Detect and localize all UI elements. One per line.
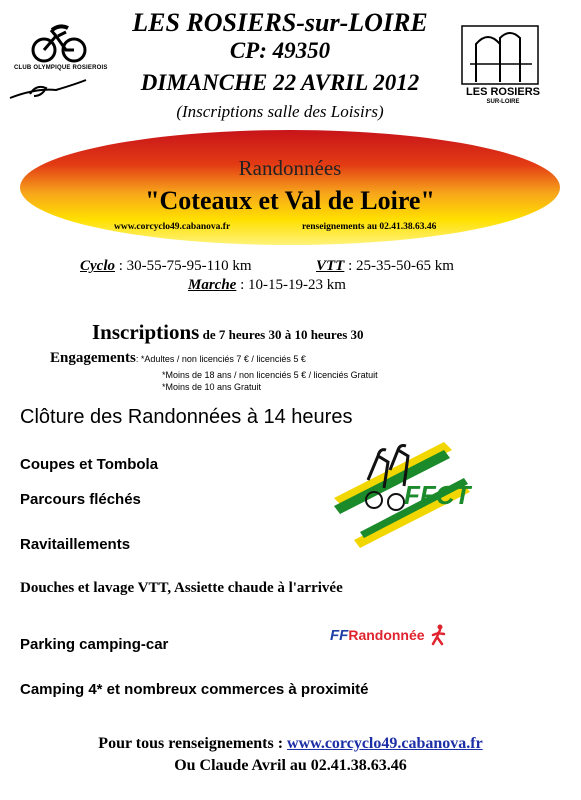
marche-label: Marche <box>188 277 237 293</box>
inscriptions-hours: de 7 heures 30 à 10 heures 30 <box>199 327 364 342</box>
footer-line1 <box>0 735 581 753</box>
town-logo-label: LES ROSIERS <box>466 86 540 98</box>
feature-douches: Douches et lavage VTT, Assiette chaude à l'arrivée <box>20 580 343 596</box>
hiker-icon <box>429 624 449 646</box>
feature-parking: Parking camping-car <box>20 636 169 653</box>
engagements-label: Engagements <box>50 350 136 366</box>
ffrandonnee-ff: FF <box>330 627 349 644</box>
marche-line <box>188 277 346 294</box>
town-logo-sublabel: SUR-LOIRE <box>486 99 520 105</box>
club-logo-label: CLUB OLYMPIQUE ROSIEROIS <box>14 65 108 71</box>
marche-value: : 10-15-19-23 km <box>236 277 346 293</box>
ffct-logo-text: FFCT <box>404 480 471 510</box>
engagements-under18: *Moins de 18 ans / non licenciés 5 € / licenciés Gratuit <box>162 370 378 380</box>
banner-website[interactable]: www.corcyclo49.cabanova.fr <box>114 222 231 232</box>
footer-prefix: Pour tous renseignements : <box>98 735 288 752</box>
feature-coupes: Coupes et Tombola <box>20 456 159 473</box>
cyclo-value: : 30-55-75-95-110 km <box>115 258 252 274</box>
cyclist-icon <box>6 22 96 102</box>
engagements-under10: *Moins de 10 ans Gratuit <box>162 382 262 392</box>
event-date: DIMANCHE 22 AVRIL 2012 <box>140 70 420 95</box>
footer-contact: Ou Claude Avril au 02.41.38.63.46 <box>174 757 407 774</box>
inscriptions-place: (Inscriptions salle des Loisirs) <box>176 102 384 121</box>
footer-website-link[interactable]: www.corcyclo49.cabanova.fr <box>287 735 483 752</box>
club-logo <box>6 22 96 102</box>
vtt-value: : 25-35-50-65 km <box>344 258 454 274</box>
banner-line1: Randonnées <box>238 156 342 180</box>
vtt-label: VTT <box>316 258 345 274</box>
inscriptions-line <box>92 320 364 345</box>
engagements-line1 <box>50 349 306 367</box>
feature-parcours: Parcours fléchés <box>20 491 141 508</box>
postal-code: CP: 49350 <box>229 38 331 63</box>
cyclo-label: Cyclo <box>80 258 115 274</box>
feature-ravito: Ravitaillements <box>20 536 131 553</box>
ffrandonnee-text: Randonnée <box>348 627 425 643</box>
inscriptions-label: Inscriptions <box>92 320 200 344</box>
vtt-line <box>316 258 454 275</box>
feature-camping: Camping 4* et nombreux commerces à proximité <box>20 681 369 698</box>
town-emblem-icon <box>460 24 542 86</box>
engagements-adults: : *Adultes / non licenciés 7 € / licenciés 5 € <box>135 354 306 364</box>
cyclo-line <box>80 258 252 275</box>
event-title: LES ROSIERS-sur-LOIRE <box>132 8 428 37</box>
banner-line2: "Coteaux et Val de Loire" <box>145 186 435 215</box>
cloture-text: Clôture des Randonnées à 14 heures <box>20 406 353 428</box>
banner-phone: renseignements au 02.41.38.63.46 <box>302 222 437 232</box>
ffrandonnee-logo <box>330 624 472 652</box>
